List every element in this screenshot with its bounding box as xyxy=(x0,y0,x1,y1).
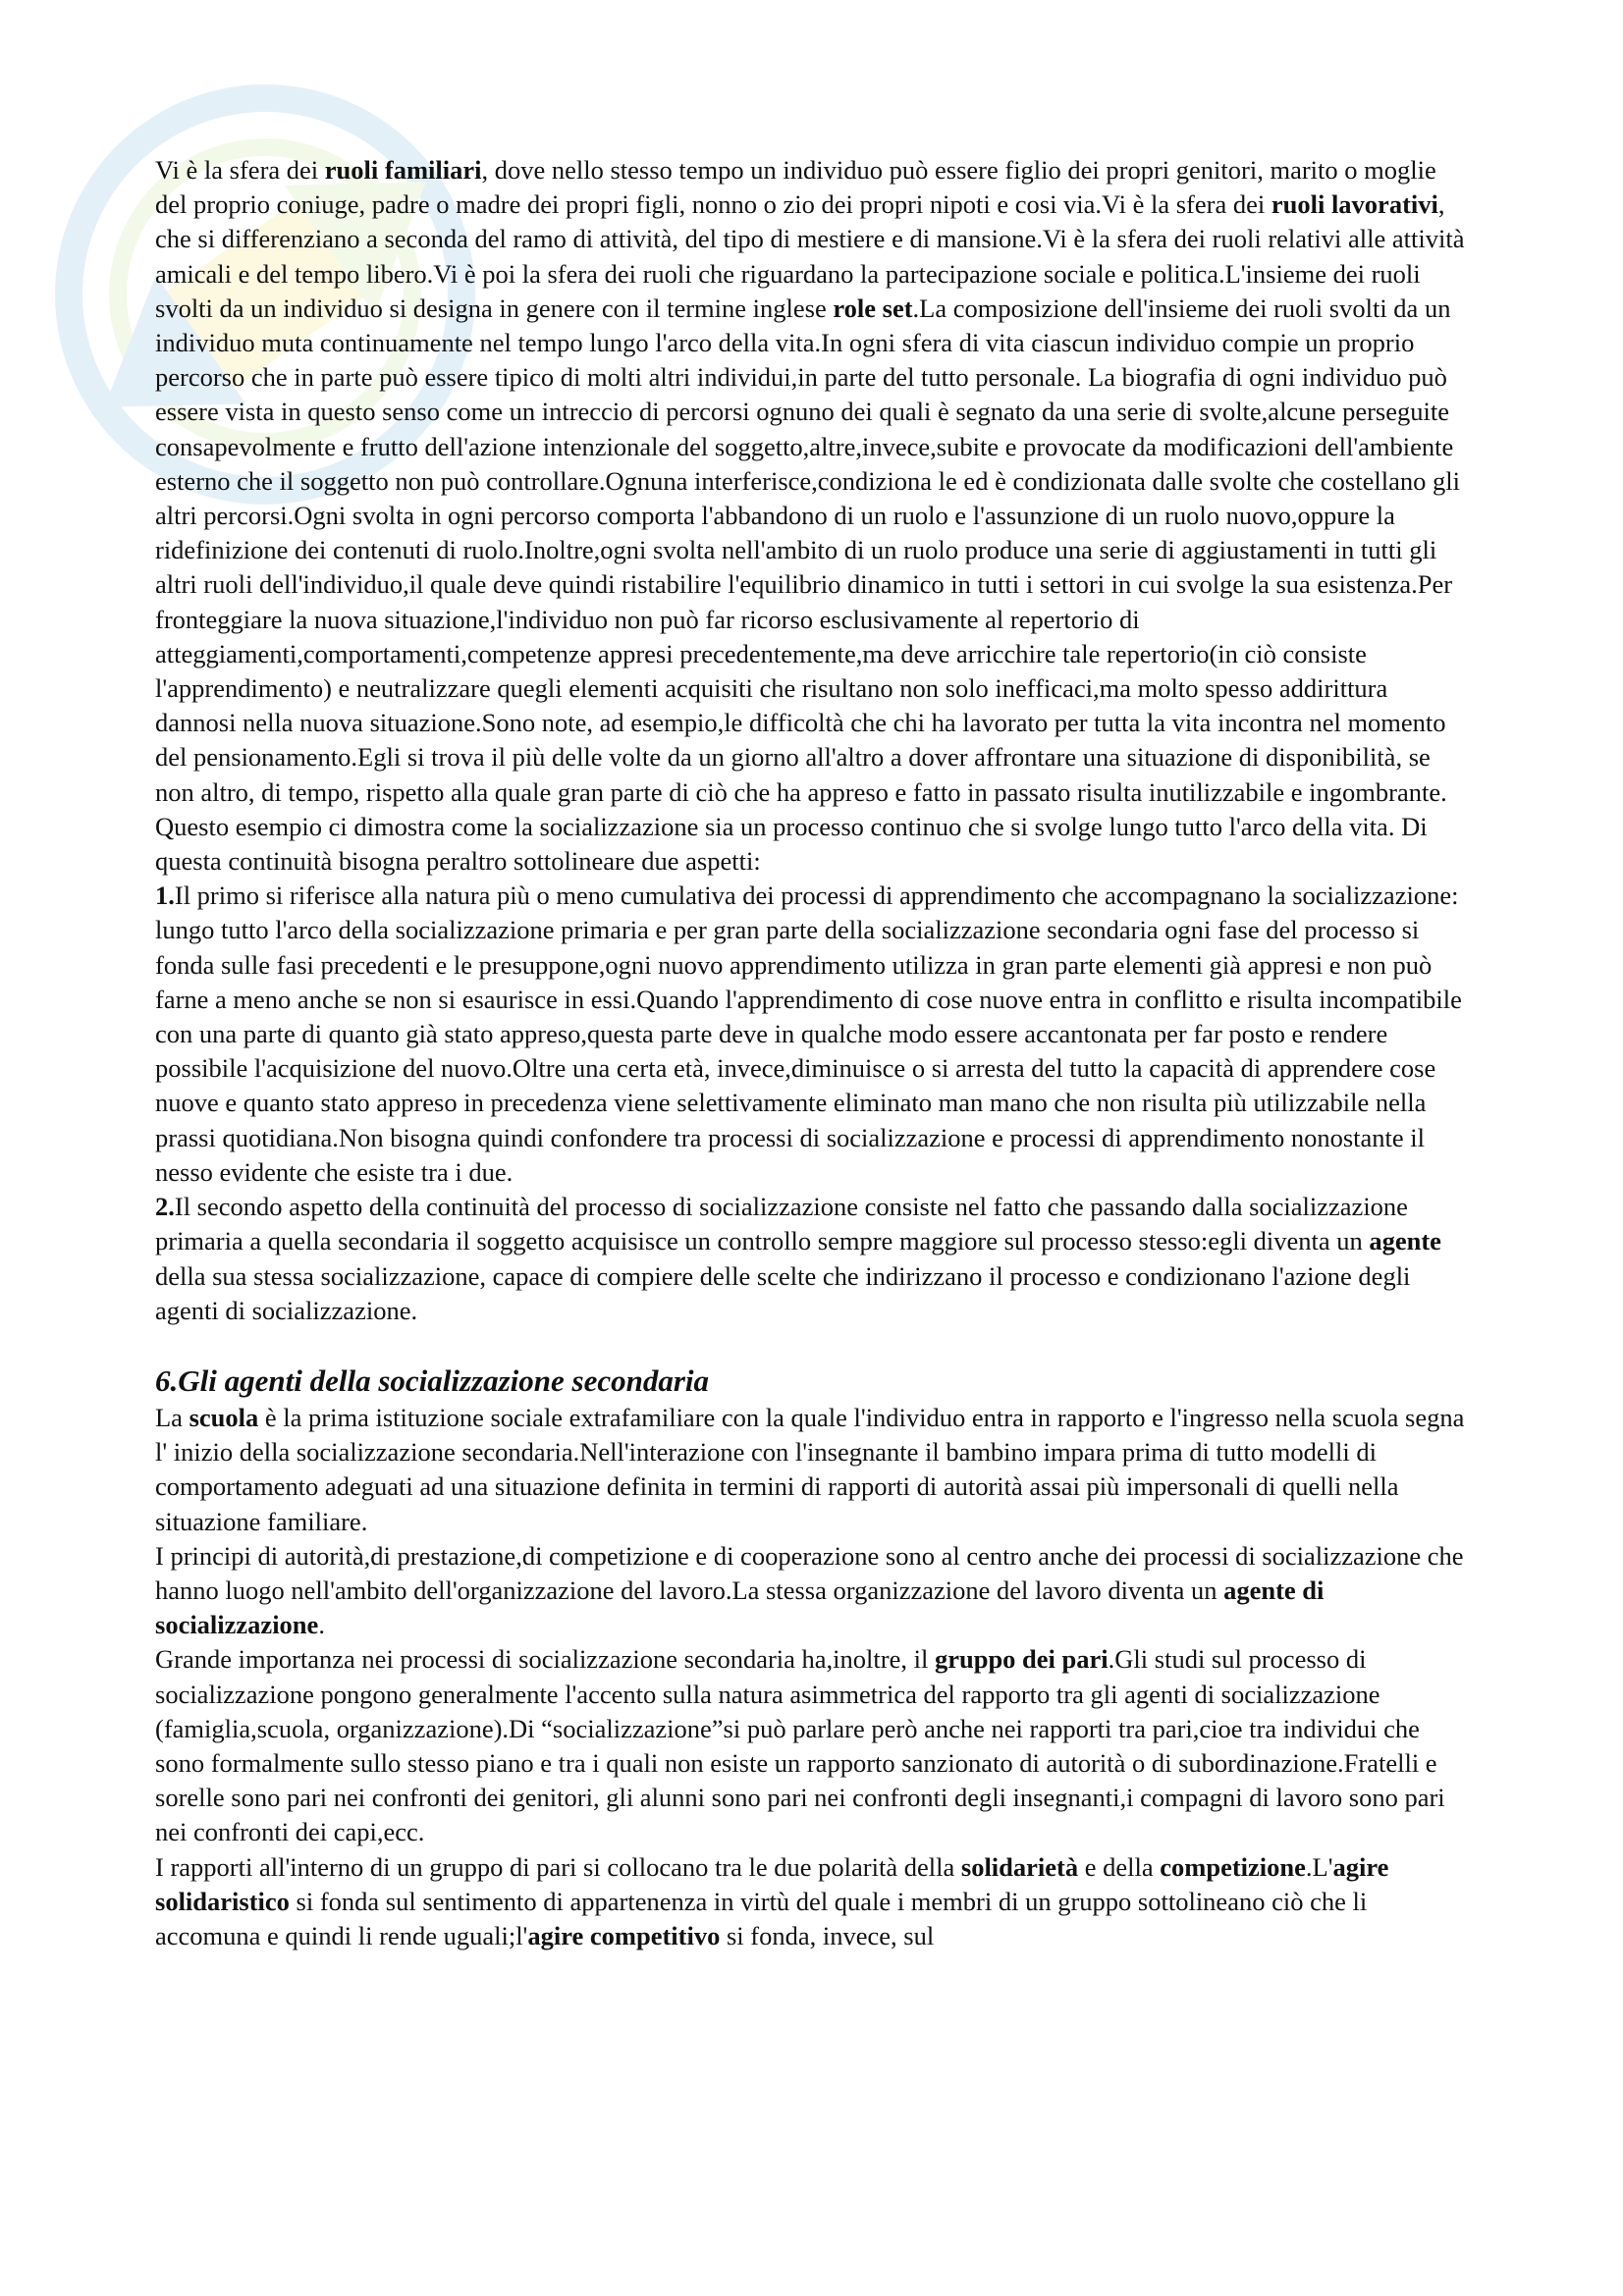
text-run: .La composizione dell'insieme dei ruoli svolti da un individuo muta continuamente nel tempo lungo l'arco della vita.In ogni sfera di vita ciascun individuo compie un proprio percorso che in parte può essere tipico di molti altri individui,in parte del tutto personale. La biografia di ogni individuo può essere vista in questo senso come un intreccio di percorsi ognuno dei quali è segnato da una serie di svolte,alcune perseguite consapevolmente e frutto dell'azione intenzionale del soggetto,altre,invece,subite e provocate da modificazioni dell'ambiente esterno che il soggetto non può controllare.Ognuna interferisce,condiziona le ed è condizionata dalle svolte che costellano gli altri percorsi.Ogni svolta in ogni percorso comporta l'abbandono di un ruolo e l'assunzione di un ruolo nuovo,oppure la ridefinizione dei contenuti di ruolo.Inoltre,ogni svolta nell'ambito di un ruolo produce una serie di aggiustamenti in tutti gli altri ruoli dell'individuo,il quale deve quindi ristabilire l'equilibrio dinamico in tutti i settori in cui svolge la sua esistenza.Per fronteggiare la nuova situazione,l'individuo non può far ricorso esclusivamente al repertorio di atteggiamenti,comportamenti,competenze appresi precedentemente,ma deve arricchire tale repertorio(in ciò consiste l'apprendimento) e neutralizzare quegli elementi acquisiti che risultano non solo inefficaci,ma molto spesso addirittura dannosi nella nuova situazione.Sono note, ad esempio,le difficoltà che chi ha lavorato per tutta la vita incontra nel momento del pensionamento.Egli si trova il più delle volte da un giorno all'altro a dover affrontare una situazione di disponibilità, se non altro, di tempo, rispetto alla quale gran parte di ciò che ha appreso e fatto in passato risulta inutilizzabile e ingombrante. xyxy=(155,293,1460,807)
text-run: , dove nello stesso tempo un individuo può essere figlio dei propri genitori, marito o moglie del proprio coniuge, padre o madre dei propri figli, nonno o zio dei propri nipoti e cosi via.Vi è la sfera dei xyxy=(155,155,1436,220)
bold-term: ruoli familiari xyxy=(324,155,482,185)
section-gap xyxy=(155,1328,1471,1362)
text-run: della sua stessa socializzazione, capace di compiere delle scelte che indirizzano il processo e condizionano l'azione degli agenti di socializzazione. xyxy=(155,1260,1411,1325)
text-run: si fonda, invece, sul xyxy=(720,1920,935,1950)
text-run: Grande importanza nei processi di socializzazione secondaria ha,inoltre, il xyxy=(155,1644,935,1675)
paragraph-school xyxy=(155,1401,1471,1539)
text-run: Il secondo aspetto della continuità del processo di socializzazione consiste nel fatto che passando dalla socializzazione primaria a quella secondaria il soggetto acquisisce un controllo sempre maggiore sul processo stesso:egli diventa un xyxy=(155,1192,1408,1256)
text-run: Vi è la sfera dei xyxy=(155,155,325,185)
text-run: La xyxy=(155,1402,189,1432)
paragraph-first-aspect xyxy=(155,879,1471,1190)
bold-term: agire solidaristico xyxy=(155,1851,1389,1916)
bold-term: scuola xyxy=(189,1402,259,1432)
bold-term: agente di socializzazione xyxy=(155,1575,1325,1640)
text-run: e della xyxy=(1078,1851,1161,1882)
text-run: Questo esempio ci dimostra come la socializzazione sia un processo continuo che si svolge lungo tutto l'arco della vita. Di questa continuità bisogna peraltro sottolineare due aspetti: xyxy=(155,811,1428,877)
paragraph-peer-group xyxy=(155,1642,1471,1849)
bold-term: 2. xyxy=(155,1192,175,1222)
paragraph-work-organization xyxy=(155,1539,1471,1643)
bold-term: role set xyxy=(833,293,913,323)
text-run: I rapporti all'interno di un gruppo di pari si collocano tra le due polarità della xyxy=(155,1851,961,1882)
paragraph-roles xyxy=(155,153,1471,810)
bold-term: ruoli lavorativi xyxy=(1271,189,1438,220)
bold-term: agire competitivo xyxy=(527,1920,721,1950)
paragraph-continuity-intro xyxy=(155,810,1471,879)
bold-term: 1. xyxy=(155,881,175,911)
bold-term: agente xyxy=(1369,1226,1441,1256)
text-run: . xyxy=(318,1610,325,1640)
section-heading: 6.Gli agenti della socializzazione secondaria xyxy=(155,1362,710,1398)
text-run: , che si differenziano a seconda del ramo di attività, del tipo di mestiere e di mansione.Vi è la sfera dei ruoli relativi alle attività amicali e del tempo libero.Vi è poi la sfera dei ruoli che riguardano la partecipazione sociale e politica.L'insieme dei ruoli svolti da un individuo si designa in genere con il termine inglese xyxy=(155,189,1465,323)
paragraph-second-aspect xyxy=(155,1190,1471,1328)
text-run: .L' xyxy=(1305,1851,1333,1882)
text-run: si fonda sul sentimento di appartenenza in virtù del quale i membri di un gruppo sottolineano ciò che li accomuna e quindi li rende uguali;l' xyxy=(155,1886,1368,1950)
bold-term: solidarietà xyxy=(960,1851,1079,1882)
text-run: Il primo si riferisce alla natura più o meno cumulativa dei processi di apprendimento che accompagnano la socializzazione: lungo tutto l'arco della socializzazione primaria e per gran parte della socializzazione secondaria ogni fase del processo si fonda sulle fasi precedenti e le presuppone,ogni nuovo apprendimento utilizza in gran parte elementi già appresi e non può farne a meno anche se non si esaurisce in essi.Quando l'apprendimento di cose nuove entra in conflitto e risulta incompatibile con una parte di quanto già stato appreso,questa parte deve in qualche modo essere accantonata per far posto e rendere possibile l'acquisizione del nuovo.Oltre una certa età, invece,diminuisce o si arresta del tutto la capacità di apprendere cose nuove e quanto stato appreso in precedenza viene selettivamente eliminato man mano che non risulta più utilizzabile nella prassi quotidiana.Non bisogna quindi confondere tra processi di socializzazione e processi di apprendimento nonostante il nesso evidente che esiste tra i due. xyxy=(155,881,1462,1187)
bold-term: gruppo dei pari xyxy=(934,1644,1109,1675)
text-run: .Gli studi sul processo di socializzazione pongono generalmente l'accento sulla natura asimmetrica del rapporto tra gli agenti di socializzazione (famiglia,scuola, organizzazione).Di “socializzazione”si può parlare però anche nei rapporti tra pari,cioe tra individui che sono formalmente sullo stesso piano e tra i quali non esiste un rapporto sanzionato di autorità o di subordinazione.Fratelli e sorelle sono pari nei confronti dei genitori, gli alunni sono pari nei confronti degli insegnanti,i compagni di lavoro sono pari nei confronti dei capi,ecc. xyxy=(155,1644,1445,1847)
bold-term: competizione xyxy=(1160,1851,1306,1882)
text-run: I principi di autorità,di prestazione,di competizione e di cooperazione sono al centro anche dei processi di socializzazione che hanno luogo nell'ambito dell'organizzazione del lavoro.La stessa organizzazione del lavoro diventa un xyxy=(155,1540,1464,1605)
text-run: è la prima istituzione sociale extrafamiliare con la quale l'individuo entra in rapporto e l'ingresso nella scuola segna l' inizio della socializzazione secondaria.Nell'interazione con l'insegnante il bambino impara prima di tutto modelli di comportamento adeguati ad una situazione definita in termini di rapporti di autorità assai più impersonali di quelli nella situazione familiare. xyxy=(155,1402,1465,1536)
paragraph-solidarity-competition xyxy=(155,1850,1471,1954)
document-body xyxy=(155,153,1471,1953)
